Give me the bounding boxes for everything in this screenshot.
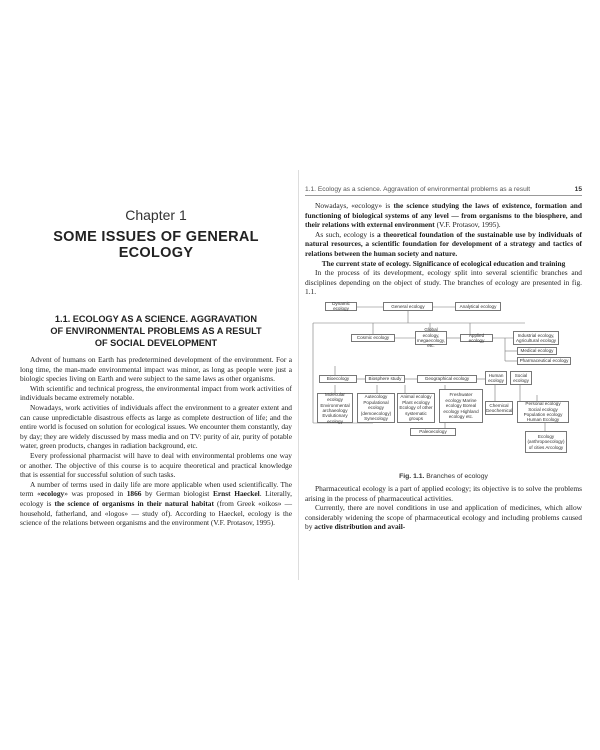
node-anthropoecology: Ecology (anthropoecology) of cities Arcology bbox=[525, 431, 567, 453]
chapter-label: Chapter 1 bbox=[125, 207, 187, 223]
text-run: Ernst Haeckel bbox=[212, 489, 260, 499]
text-run: (from Greek «oikos» — household, fatherland, and «logos» — study of). According to Haeckel, ecology is the science of the relations between organisms and the environment (V.F. Protasov, 1995). bbox=[20, 498, 292, 528]
section-title-line: 1.1. ECOLOGY AS A SCIENCE. AGGRAVATION bbox=[54, 314, 258, 324]
paragraph bbox=[20, 480, 292, 528]
paragraph: Advent of humans on Earth has predetermined development of the environment. For a long time, the man-made environmental impact was minor, as long as people were just a biologic species living on Earth and were subject to the same laws as other organisms. bbox=[20, 355, 292, 384]
node-general-ecology: General ecology bbox=[383, 302, 433, 311]
paragraph: In the process of its development, ecology split into several scientific branches and disciplines depending on the object of study. The branches of ecology are presented in fig. 1.1. bbox=[305, 268, 582, 297]
chapter-title: SOME ISSUES OF GENERAL ECOLOGY bbox=[53, 229, 259, 261]
branches-diagram bbox=[305, 301, 582, 471]
caption-number: Fig. 1.1. bbox=[399, 472, 425, 480]
node-molecular-ecology: Molecular ecology Environmental archaeology Evolutionary ecology bbox=[317, 393, 353, 423]
paragraph bbox=[305, 230, 582, 259]
running-head bbox=[305, 186, 582, 196]
paragraph: With scientific and technical progress, the environmental impact from work activities of individuals became extremely notable. bbox=[20, 383, 292, 403]
node-freshwater-ecology: Freshwater ecology Marine ecology Boreal ecology Highland ecology etc. bbox=[439, 389, 483, 423]
text-run: 1866 bbox=[126, 489, 142, 499]
text-run: Currently, there are novel conditions in use and application of medicines, which allow considerably widening the scope of pharmaceutical ecology and including problems caused by bbox=[305, 503, 582, 532]
paragraph bbox=[305, 503, 582, 532]
text-run: (V.F. Protasov, 1995). bbox=[434, 220, 501, 230]
text-run: a theoretical foundation of the sustainable use by individuals of natural resources, a scientific foundation for development of a strategy and tactics of relations between the human society and nature. bbox=[305, 229, 582, 258]
figure-caption bbox=[305, 473, 582, 480]
node-global-ecology: Global ecology, megaecology, etc. bbox=[416, 327, 446, 349]
paragraph: Pharmaceutical ecology is a part of applied ecology; its objective is to solve the problems arising in the process of pharmaceutical activities. bbox=[305, 483, 582, 503]
section-title bbox=[20, 313, 292, 349]
node-applied-ecology: Applied ecology bbox=[460, 334, 493, 342]
node-pharmaceutical-ecology: Pharmaceutical ecology bbox=[517, 357, 571, 365]
text-run: As such, ecology is bbox=[315, 229, 378, 239]
paragraph: Every professional pharmacist will have to deal with environmental problems one way or another. The objective of this course is to acquire theoretical and practical knowledge that is essential for successful solution of such tasks. bbox=[20, 450, 292, 480]
paragraph: Nowadays, work activities of individuals affect the environment to a greater extent and can cause unpredictable disastrous effects as large as complete destruction of life; and the entire world is focused on solution for ecological issues. We encounter them constantly, day by day; they are widely discussed by mass media and on TV: purity of air, purity of potable water, green products, changes in radiation background, etc. bbox=[20, 402, 292, 451]
text-run: . Literally, ecology is bbox=[20, 489, 292, 508]
text-run: » was proposed in bbox=[64, 489, 127, 499]
node-chemical-ecology: Chemical Geochemical bbox=[485, 402, 513, 413]
node-social-ecology: Social ecology bbox=[510, 371, 532, 385]
node-personal-ecology: Personal ecology Social ecology Population ecology Human Ecology bbox=[517, 401, 569, 423]
paragraph bbox=[305, 201, 582, 230]
text-run: by German biologist bbox=[141, 489, 213, 499]
node-industrial-ecology: Industrial ecology, Agricultural ecology bbox=[513, 331, 559, 345]
page-number: 15 bbox=[574, 186, 582, 193]
node-analytical-ecology: Analytical ecology bbox=[455, 302, 501, 311]
right-page bbox=[305, 178, 582, 532]
node-animal-ecology: Animal ecology Plant ecology Ecology of other systematic groups bbox=[397, 393, 435, 423]
running-head-title: 1.1. Ecology as a science. Aggravation of environmental problems as a result bbox=[305, 186, 531, 193]
section-title-line: OF ENVIRONMENTAL PROBLEMS AS A RESULT bbox=[50, 326, 262, 336]
subheading: The current state of ecology. Significance of ecological education and training bbox=[321, 258, 566, 268]
section-title-line: OF SOCIAL DEVELOPMENT bbox=[94, 338, 218, 348]
node-biosphere-study: Biosphere study bbox=[365, 375, 405, 383]
node-autecology: Autecology Populational ecology (demoecology) Synecology bbox=[357, 393, 395, 423]
node-human-ecology: Human ecology bbox=[485, 371, 507, 385]
caption-text: Branches of ecology bbox=[424, 472, 488, 480]
text-run: the science studying the laws of existence, formation and functioning of biological systems of any level — from organisms to the biosphere, and their relations with external environment bbox=[305, 201, 582, 230]
node-paleoecology: Paleoecology bbox=[410, 428, 456, 436]
text-run: A number of terms used in daily life are more applicable when used scientifically. The term « bbox=[20, 479, 292, 499]
text-run: ecology bbox=[40, 489, 65, 499]
node-dynamic-ecology: Dynamic ecology bbox=[325, 302, 357, 311]
text-run: Nowadays, «ecology» is bbox=[315, 201, 394, 210]
text-run: active distribution and avail- bbox=[314, 522, 406, 532]
node-geographical-ecology: Geographical ecology bbox=[417, 375, 477, 383]
text-run: the science of organisms in their natural habitat bbox=[54, 498, 214, 508]
node-cosmic-ecology: Cosmic ecology bbox=[351, 334, 395, 342]
node-medical-ecology: Medical ecology bbox=[517, 347, 557, 355]
node-bioecology: Bioecology bbox=[319, 375, 357, 383]
left-page bbox=[20, 175, 292, 528]
page-gutter bbox=[298, 170, 299, 580]
